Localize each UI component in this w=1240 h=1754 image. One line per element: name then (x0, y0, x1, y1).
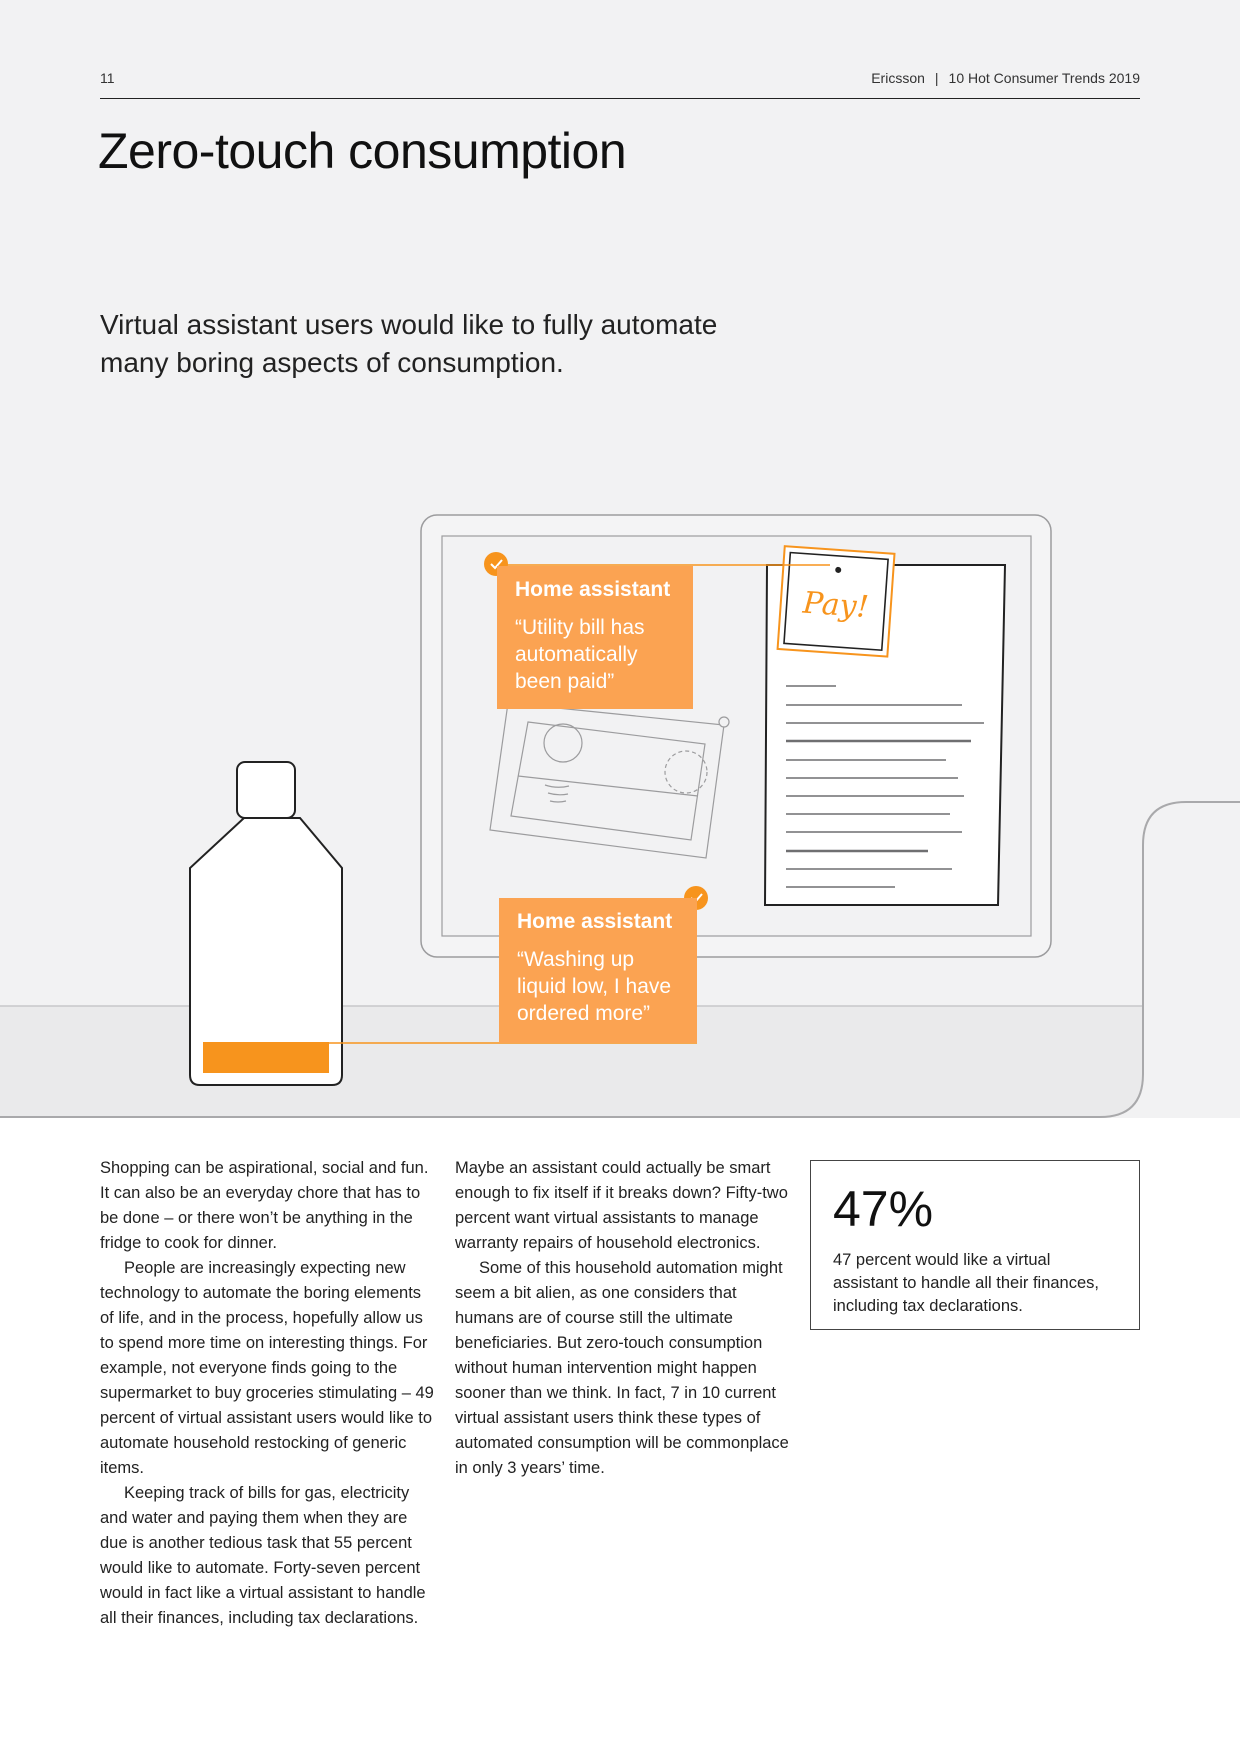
pay-note-text: Pay! (801, 585, 870, 626)
assistant-bubble-liquid (499, 898, 697, 1043)
liquid-level (203, 1042, 329, 1073)
stat-caption: 47 percent would like a virtual assistant to handle all their finances, including tax declarations. (833, 1251, 1099, 1315)
bottle-cap (237, 762, 295, 818)
page-title: Zero-touch consumption (98, 123, 627, 179)
bubble-text: “Utility bill has automatically been paid” (515, 616, 645, 693)
stat-value: 47% (833, 1181, 934, 1237)
paragraph: Shopping can be aspirational, social and fun. It can also be an everyday chore that has to be done – or there won’t be anything in the fridge to cook for dinner. (100, 1159, 429, 1252)
pay-note (778, 546, 895, 656)
paragraph: Keeping track of bills for gas, electricity and water and paying them when they are due is another tedious task that 55 percent would like to automate. Forty-seven percent would in fact like a virtual assistant to handle all their finances, including tax declarations. (100, 1484, 426, 1627)
page-number: 11 (100, 70, 115, 86)
assistant-bubble-bill (497, 566, 693, 709)
paragraph: People are increasingly expecting new technology to automate the boring elements of life, and in the process, hopefully allow us to spend more time on interesting things. For example, not everyone finds going to the supermarket to buy groceries stimulating – 49 percent of virtual assistant users would like to automate household restocking of generic items. (100, 1259, 434, 1477)
paragraph: Maybe an assistant could actually be smart enough to fix itself if it breaks down? Fifty-two percent want virtual assistants to manage warranty repairs of household electronics. (455, 1159, 788, 1252)
bubble-title: Home assistant (515, 578, 671, 601)
running-title (871, 70, 1140, 86)
report-title: 10 Hot Consumer Trends 2019 (948, 70, 1140, 86)
stat-callout (810, 1160, 1140, 1330)
body-column-2 (455, 1156, 790, 1481)
header-separator: | (934, 70, 939, 86)
publisher: Ericsson (871, 70, 925, 86)
intro-text: Virtual assistant users would like to fully automate many boring aspects of consumption. (100, 309, 718, 378)
page-header (100, 70, 1140, 99)
bubble-text: “Washing up liquid low, I have ordered more” (517, 948, 672, 1025)
bubble-title: Home assistant (517, 910, 673, 933)
body-column-1 (100, 1156, 435, 1631)
paragraph: Some of this household automation might seem a bit alien, as one considers that humans are of course still the ultimate beneficiaries. But zero-touch consumption without human intervention might happen sooner than we think. In fact, 7 in 10 current virtual assistant users think these types of automated consumption will be commonplace in only 3 years’ time. (455, 1259, 789, 1477)
